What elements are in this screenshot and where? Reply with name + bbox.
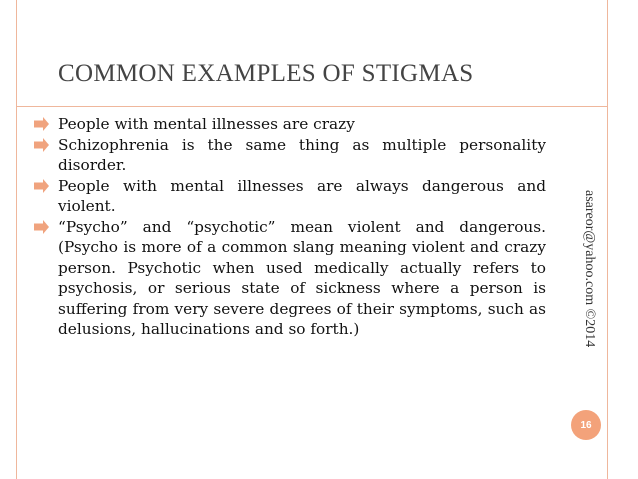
- bullet-item: [34, 176, 546, 217]
- arrow-bullet-icon: [34, 138, 49, 152]
- bullet-text: People with mental illnesses are crazy: [58, 115, 355, 133]
- bullet-text: “Psycho” and “psychotic” mean violent and dangerous. (Psycho is more of a common slang meaning violent and crazy person. Psychotic when used medically actually refers to psychosis, or serious state of sickness where a person is suffering from very severe degrees of their symptoms, such as delusions, hallucinations and so forth.): [58, 217, 546, 338]
- slide-title: COMMON EXAMPLES OF STIGMAS: [58, 60, 474, 87]
- arrow-bullet-icon: [34, 117, 49, 131]
- page-number: 16: [580, 419, 592, 431]
- bullet-item: [34, 135, 546, 176]
- title-divider: [16, 106, 608, 107]
- arrow-bullet-icon: [34, 179, 49, 193]
- arrow-bullet-icon: [34, 220, 49, 234]
- bullet-text: People with mental illnesses are always dangerous and violent.: [58, 176, 546, 215]
- page-number-badge: [571, 410, 601, 440]
- bullet-item: [34, 114, 546, 135]
- bullet-list: [34, 114, 546, 340]
- bullet-text: Schizophrenia is the same thing as multiple personality disorder.: [58, 135, 546, 174]
- side-caption: [578, 190, 598, 380]
- bullet-item: [34, 217, 546, 340]
- copyright-text: asareor@yahoo.com ©2014: [582, 190, 597, 348]
